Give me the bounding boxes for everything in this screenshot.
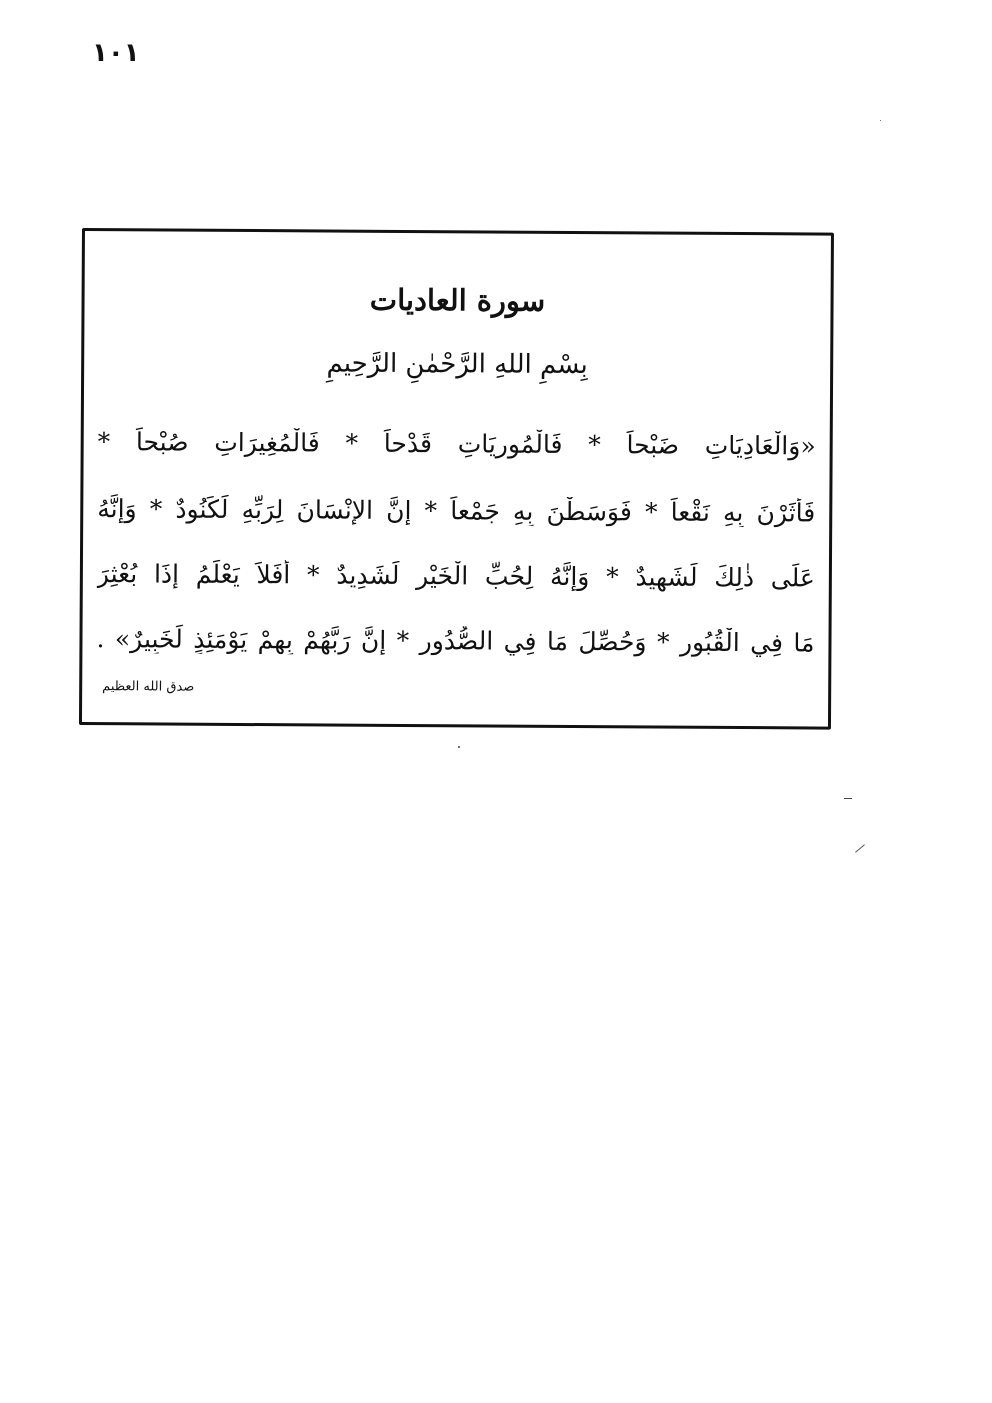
- scan-stroke-mark: [855, 844, 865, 852]
- scan-speck: [458, 746, 460, 748]
- verse-line: مَا فِي الْقُبُورِ * وَحُصِّلَ مَا فِي الصُّدُورِ * إِنَّ رَبَّهُمْ بِهِمْ يَوْمَئِذٍ لَخَبِيرٌ» .: [96, 624, 815, 658]
- scan-speck: [844, 798, 852, 799]
- surah-title: سورة العاديات: [369, 282, 546, 318]
- surah-frame: [79, 228, 834, 730]
- closing-phrase: صدق الله العظيم: [102, 679, 195, 695]
- verse-line: فَأَثَرْنَ بِهِ نَقْعاً * فَوَسَطْنَ بِهِ جَمْعاً * إِنَّ الإِنْسَانَ لِرَبِّهِ لَكَنُودٌ * وَإِنَّهُ: [97, 494, 816, 528]
- basmala: بِسْمِ اللهِ الرَّحْمٰنِ الرَّحِيمِ: [326, 348, 588, 381]
- verse-line: عَلَى ذٰلِكَ لَشَهِيدٌ * وَإِنَّهُ لِحُبِّ الْخَيْرِ لَشَدِيدٌ * أَفَلاَ يَعْلَمُ إِذَا بُعْثِرَ: [96, 559, 815, 593]
- scan-speck: [880, 120, 881, 121]
- verse-line: «وَالْعَادِيَاتِ ضَبْحاً * فَالْمُورِيَاتِ قَدْحاً * فَالْمُغِيرَاتِ صُبْحاً *: [97, 427, 816, 461]
- page-number: ١٠١: [92, 38, 140, 68]
